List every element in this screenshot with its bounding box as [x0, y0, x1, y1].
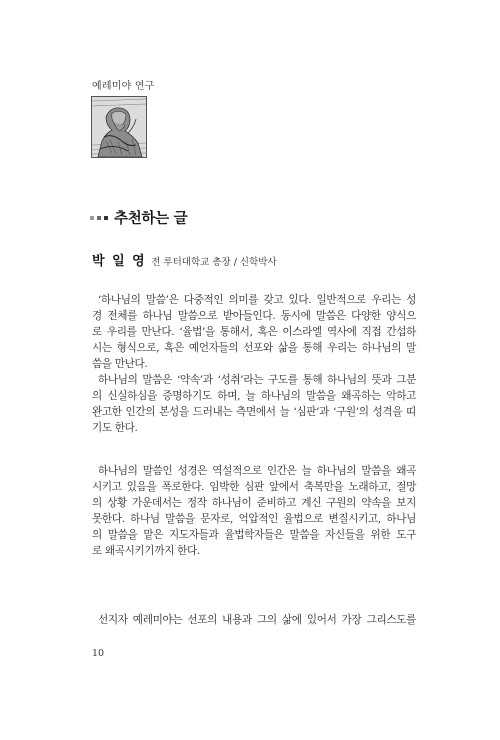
body-line: ‘하나님의 말씀’은 다중적인 의미를 갖고 있다. 일반적으로 우리는 성 — [98, 294, 416, 306]
three-squares-icon — [90, 216, 108, 220]
body-line: 하나님의 말씀인 성경은 역설적으로 인간은 늘 하나님의 말씀을 왜곡 — [98, 465, 416, 477]
author-name: 박 일 영 — [92, 254, 147, 269]
body-line: 의 상황 가운데서는 정작 하나님이 준비하고 계신 구원의 약속을 보지 — [92, 497, 416, 509]
author-title: 전 루터대학교 총장 / 신학박사 — [151, 257, 277, 268]
body-line: 씀을 만난다. — [92, 358, 148, 370]
body-line: 기도 한다. — [92, 422, 138, 434]
body-line: 로 왜곡시키기까지 한다. — [92, 545, 200, 557]
body-line: 하나님의 말씀은 ‘약속’과 ‘성취’라는 구도를 통해 하나님의 뜻과 그분 — [98, 374, 416, 386]
body-line: 시키고 있음을 폭로한다. 임박한 심판 앞에서 축복만을 노래하고, 절망 — [92, 481, 416, 493]
body-line: 의 말씀을 맡은 지도자들과 율법학자들은 말씀을 자신들을 위한 도구 — [92, 529, 416, 541]
prophet-engraving-icon — [92, 97, 146, 157]
section-heading — [90, 207, 187, 228]
prophet-portrait-image — [91, 96, 147, 158]
section-title: 추천하는 글 — [114, 211, 188, 227]
body-line: 시는 형식으로, 혹은 예언자들의 선포와 삶을 통해 우리는 하나님의 말 — [92, 342, 416, 354]
body-line: 못한다. 하나님 말씀을 문자로, 억압적인 율법으로 변질시키고, 하나님 — [92, 513, 416, 525]
page-number: 10 — [92, 648, 105, 659]
body-line: 완고한 인간의 본성을 드러내는 측면에서 늘 ‘심판’과 ‘구원’의 성격을 띠 — [92, 406, 416, 418]
body-line: 의 신실하심을 증명하기도 하며, 늘 하나님의 말씀을 왜곡하는 악하고 — [92, 390, 416, 402]
body-line: 선지자 예레미야는 선포의 내용과 그의 삶에 있어서 가장 그리스도를 — [98, 614, 416, 626]
body-line: 로 우리를 만난다. ‘율법’을 통해서, 혹은 이스라엘 역사에 직접 간섭하 — [92, 326, 416, 338]
book-title: 예레미야 연구 — [92, 81, 155, 92]
body-line: 경 전체를 하나님 말씀으로 받아들인다. 동시에 말씀은 다양한 양식으 — [92, 310, 416, 322]
author-line — [92, 250, 277, 269]
